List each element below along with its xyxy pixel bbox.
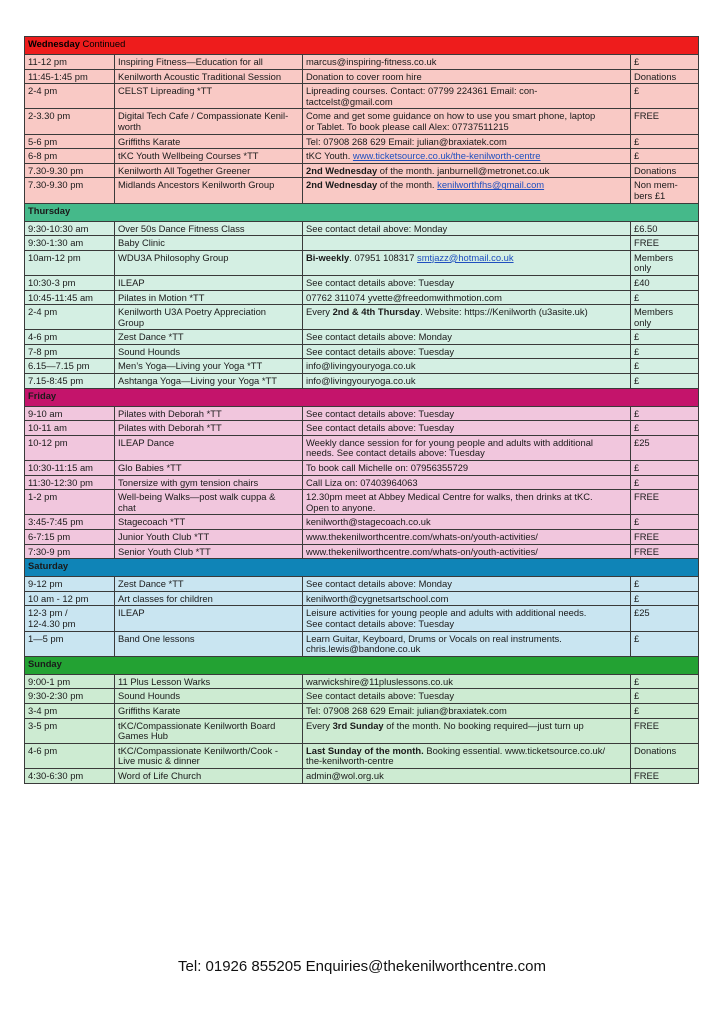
table-row xyxy=(25,421,699,436)
price-cell: £ xyxy=(631,631,699,656)
event-cell: Griffiths Karate xyxy=(115,134,303,149)
day-header-cell xyxy=(25,203,699,221)
table-row xyxy=(25,236,699,251)
contact-text: marcus@inspiring-fitness.co.uk xyxy=(306,56,437,67)
contact-emphasis: 2nd & 4th Thursday xyxy=(332,306,421,318)
contact-cell xyxy=(303,718,631,743)
table-row xyxy=(25,768,699,783)
time-cell: 10am-12 pm xyxy=(25,250,115,275)
contact-cell xyxy=(303,290,631,305)
contact-text: Weekly dance session for for young people and adults with additional needs. See contact details above: Tuesday xyxy=(306,436,593,459)
time-cell: 2-4 pm xyxy=(25,84,115,109)
time-cell: 9:30-10:30 am xyxy=(25,221,115,236)
table-row xyxy=(25,544,699,559)
price-cell: Members only xyxy=(631,250,699,275)
contact-cell xyxy=(303,768,631,783)
time-cell: 7.30-9.30 pm xyxy=(25,178,115,203)
footer-contact: Tel: 01926 855205 Enquiries@thekenilworthcentre.com xyxy=(178,958,546,975)
time-cell: 9:30-2:30 pm xyxy=(25,689,115,704)
contact-cell xyxy=(303,236,631,251)
contact-text: See contact details above: Tuesday xyxy=(306,407,455,419)
time-cell: 9-12 pm xyxy=(25,577,115,592)
day-header-cell xyxy=(25,656,699,674)
event-cell: Zest Dance *TT xyxy=(115,330,303,345)
event-cell: Band One lessons xyxy=(115,631,303,656)
contact-link[interactable]: kenilworthfhs@gmail.com xyxy=(437,179,545,191)
event-cell: Kenilworth All Together Greener xyxy=(115,163,303,178)
contact-text: See contact details above: Tuesday xyxy=(306,276,455,288)
time-cell: 11:45-1:45 pm xyxy=(25,69,115,84)
contact-cell xyxy=(303,406,631,421)
event-cell: Well-being Walks—post walk cuppa & chat xyxy=(115,490,303,515)
contact-text: Tel: 07908 268 629 Email: julian@braxiatek.com xyxy=(306,135,507,147)
table-row xyxy=(25,406,699,421)
contact-cell xyxy=(303,250,631,275)
event-cell: CELST Lipreading *TT xyxy=(115,84,303,109)
price-cell: Non mem- bers £1 xyxy=(631,178,699,203)
time-cell: 5-6 pm xyxy=(25,134,115,149)
price-cell: £40 xyxy=(631,275,699,290)
contact-cell xyxy=(303,275,631,290)
time-cell: 10-12 pm xyxy=(25,435,115,460)
event-cell: Over 50s Dance Fitness Class xyxy=(115,221,303,236)
contact-cell xyxy=(303,330,631,345)
contact-text: . Website: https://Kenilworth (u3asite.uk) xyxy=(420,306,588,318)
contact-text: info@livingyouryoga.co.uk xyxy=(306,360,416,372)
contact-cell xyxy=(303,435,631,460)
price-cell: £25 xyxy=(631,606,699,631)
price-cell: Members only xyxy=(631,305,699,330)
table-row xyxy=(25,718,699,743)
time-cell: 6-7:15 pm xyxy=(25,530,115,545)
price-cell: £ xyxy=(631,674,699,689)
schedule-table xyxy=(24,36,699,784)
event-cell: Zest Dance *TT xyxy=(115,577,303,592)
time-cell: 6.15—7.15 pm xyxy=(25,359,115,374)
contact-cell xyxy=(303,606,631,631)
day-header-friday xyxy=(25,388,699,406)
contact-cell xyxy=(303,743,631,768)
event-cell: Junior Youth Club *TT xyxy=(115,530,303,545)
time-cell: 10 am - 12 pm xyxy=(25,591,115,606)
day-header-sunday xyxy=(25,656,699,674)
contact-text: 07762 311074 yvette@freedomwithmotion.com xyxy=(306,291,502,303)
contact-cell xyxy=(303,163,631,178)
time-cell: 9:30-1:30 am xyxy=(25,236,115,251)
event-cell: WDU3A Philosophy Group xyxy=(115,250,303,275)
day-name: Saturday xyxy=(28,560,69,572)
contact-text: Come and get some guidance on how to use you smart phone, laptop or Tablet. To book please call Alex: 07737511215 xyxy=(306,110,596,132)
event-cell: Kenilworth U3A Poetry Appreciation Group xyxy=(115,305,303,330)
price-cell: £ xyxy=(631,591,699,606)
contact-cell xyxy=(303,359,631,374)
table-row xyxy=(25,461,699,476)
table-row xyxy=(25,330,699,345)
contact-text: warwickshire@11pluslessons.co.uk xyxy=(306,675,453,687)
table-row xyxy=(25,606,699,631)
price-cell: £ xyxy=(631,689,699,704)
price-cell: £ xyxy=(631,290,699,305)
table-row xyxy=(25,674,699,689)
contact-text: See contact details above: Monday xyxy=(306,578,452,590)
contact-cell xyxy=(303,475,631,490)
table-row xyxy=(25,163,699,178)
table-row xyxy=(25,359,699,374)
price-cell: FREE xyxy=(631,490,699,515)
time-cell: 1-2 pm xyxy=(25,490,115,515)
table-row xyxy=(25,530,699,545)
table-row xyxy=(25,631,699,656)
time-cell: 2-3.30 pm xyxy=(25,109,115,134)
contact-cell xyxy=(303,344,631,359)
contact-cell xyxy=(303,374,631,389)
contact-cell xyxy=(303,689,631,704)
contact-cell xyxy=(303,591,631,606)
price-cell: £6.50 xyxy=(631,221,699,236)
table-row xyxy=(25,374,699,389)
time-cell: 2-4 pm xyxy=(25,305,115,330)
contact-pre: Every xyxy=(306,306,333,318)
table-row xyxy=(25,435,699,460)
contact-text: To book call Michelle on: 07956355729 xyxy=(306,462,469,474)
price-cell: £ xyxy=(631,330,699,345)
time-cell: 10:30-3 pm xyxy=(25,275,115,290)
price-cell: £ xyxy=(631,461,699,476)
contact-text: kenilworth@cygnetsartschool.com xyxy=(306,592,449,604)
contact-text: See contact details above: Tuesday xyxy=(306,422,455,434)
contact-cell xyxy=(303,305,631,330)
price-cell: £ xyxy=(631,134,699,149)
table-row xyxy=(25,275,699,290)
contact-text: See contact detail above: Monday xyxy=(306,222,448,234)
contact-prefix: tKC Youth. xyxy=(306,150,353,162)
event-cell: Stagecoach *TT xyxy=(115,515,303,530)
event-cell: Inspiring Fitness—Education for all xyxy=(115,55,303,70)
price-cell: FREE xyxy=(631,530,699,545)
price-cell: £ xyxy=(631,577,699,592)
schedule-body xyxy=(25,37,699,784)
table-row xyxy=(25,689,699,704)
event-cell: Ashtanga Yoga—Living your Yoga *TT xyxy=(115,374,303,389)
table-row xyxy=(25,109,699,134)
day-name: Wednesday xyxy=(28,38,80,49)
contact-text: Donation to cover room hire xyxy=(306,70,422,82)
day-name: Sunday xyxy=(28,657,62,669)
price-cell: £ xyxy=(631,359,699,374)
time-cell: 3:45-7:45 pm xyxy=(25,515,115,530)
table-row xyxy=(25,55,699,70)
event-cell: Pilates with Deborah *TT xyxy=(115,421,303,436)
day-name: Thursday xyxy=(28,204,71,216)
contact-emphasis: 2nd Wednesday xyxy=(306,179,378,191)
contact-cell xyxy=(303,515,631,530)
table-row xyxy=(25,134,699,149)
contact-cell xyxy=(303,134,631,149)
table-row xyxy=(25,475,699,490)
time-cell: 6-8 pm xyxy=(25,149,115,164)
day-header-cell xyxy=(25,388,699,406)
contact-pre: Every xyxy=(306,719,333,731)
contact-cell xyxy=(303,421,631,436)
table-row xyxy=(25,250,699,275)
contact-link[interactable]: smtjazz@hotmail.co.uk xyxy=(417,251,514,263)
contact-cell xyxy=(303,149,631,164)
contact-text: info@livingyouryoga.co.uk xyxy=(306,375,416,387)
event-cell: tKC/Compassionate Kenilworth Board Games Hub xyxy=(115,718,303,743)
time-cell: 11:30-12:30 pm xyxy=(25,475,115,490)
time-cell: 7:30-9 pm xyxy=(25,544,115,559)
event-cell: Senior Youth Club *TT xyxy=(115,544,303,559)
day-header-cell xyxy=(25,559,699,577)
time-cell: 7.30-9.30 pm xyxy=(25,163,115,178)
day-suffix: Continued xyxy=(79,38,126,49)
contact-cell xyxy=(303,544,631,559)
price-cell: FREE xyxy=(631,544,699,559)
event-cell: 11 Plus Lesson Warks xyxy=(115,674,303,689)
price-cell: £ xyxy=(631,515,699,530)
contact-emphasis: Bi-weekly xyxy=(306,251,350,263)
day-header-wednesday xyxy=(25,37,699,55)
day-header-saturday xyxy=(25,559,699,577)
time-cell: 11-12 pm xyxy=(25,55,115,70)
contact-text: of the month. janburnell@metronet.co.uk xyxy=(377,164,550,176)
time-cell: 9:00-1 pm xyxy=(25,674,115,689)
event-cell: Pilates in Motion *TT xyxy=(115,290,303,305)
contact-text: Booking essential. www.ticketsource.co.uk/ the-kenilworth-centre xyxy=(306,744,606,767)
event-cell: Griffiths Karate xyxy=(115,703,303,718)
contact-text: . 07951 108317 xyxy=(349,251,418,263)
price-cell: FREE xyxy=(631,109,699,134)
table-row xyxy=(25,577,699,592)
time-cell: 9-10 am xyxy=(25,406,115,421)
price-cell: FREE xyxy=(631,236,699,251)
table-row xyxy=(25,69,699,84)
contact-cell xyxy=(303,577,631,592)
event-cell: Men’s Yoga—Living your Yoga *TT xyxy=(115,359,303,374)
event-cell: Glo Babies *TT xyxy=(115,461,303,476)
contact-text: See contact details above: Monday xyxy=(306,331,452,343)
contact-text: Tel: 07908 268 629 Email: julian@braxiatek.com xyxy=(306,704,507,716)
time-cell: 1—5 pm xyxy=(25,631,115,656)
contact-cell xyxy=(303,109,631,134)
contact-cell xyxy=(303,490,631,515)
price-cell: £ xyxy=(631,703,699,718)
day-header-thursday xyxy=(25,203,699,221)
time-cell: 10:30-11:15 am xyxy=(25,461,115,476)
table-row xyxy=(25,178,699,203)
contact-cell xyxy=(303,84,631,109)
event-cell: Word of Life Church xyxy=(115,768,303,783)
contact-emphasis: Last Sunday of the month. xyxy=(306,744,424,756)
event-cell: Digital Tech Cafe / Compassionate Kenil- worth xyxy=(115,109,303,134)
price-cell: FREE xyxy=(631,718,699,743)
event-cell: Art classes for children xyxy=(115,591,303,606)
time-cell: 12-3 pm / 12-4.30 pm xyxy=(25,606,115,631)
price-cell: £ xyxy=(631,406,699,421)
event-cell: Pilates with Deborah *TT xyxy=(115,406,303,421)
time-cell: 10-11 am xyxy=(25,421,115,436)
contact-link[interactable]: www.ticketsource.co.uk/the-kenilworth-centre xyxy=(352,150,541,162)
table-row xyxy=(25,221,699,236)
contact-text: See contact details above: Tuesday xyxy=(306,345,455,357)
table-row xyxy=(25,305,699,330)
table-row xyxy=(25,84,699,109)
time-cell: 7-8 pm xyxy=(25,344,115,359)
price-cell: £25 xyxy=(631,435,699,460)
time-cell: 3-4 pm xyxy=(25,703,115,718)
contact-cell xyxy=(303,69,631,84)
table-row xyxy=(25,515,699,530)
event-cell: ILEAP Dance xyxy=(115,435,303,460)
table-row xyxy=(25,591,699,606)
contact-emphasis: 2nd Wednesday xyxy=(306,164,378,176)
price-cell: £ xyxy=(631,149,699,164)
contact-cell xyxy=(303,703,631,718)
time-cell: 4:30-6:30 pm xyxy=(25,768,115,783)
contact-text: of the month. xyxy=(377,179,438,191)
table-row xyxy=(25,149,699,164)
contact-cell xyxy=(303,178,631,203)
contact-emphasis: 3rd Sunday xyxy=(332,719,384,731)
time-cell: 7.15-8:45 pm xyxy=(25,374,115,389)
price-cell: Donations xyxy=(631,743,699,768)
contact-text: Call Liza on: 07403964063 xyxy=(306,476,418,488)
event-cell: Sound Hounds xyxy=(115,689,303,704)
event-cell: Midlands Ancestors Kenilworth Group xyxy=(115,178,303,203)
contact-cell xyxy=(303,221,631,236)
contact-cell xyxy=(303,461,631,476)
event-cell: tKC/Compassionate Kenilworth/Cook - Live music & dinner xyxy=(115,743,303,768)
table-row xyxy=(25,703,699,718)
price-cell: £ xyxy=(631,421,699,436)
price-cell: £ xyxy=(631,344,699,359)
event-cell: tKC Youth Wellbeing Courses *TT xyxy=(115,149,303,164)
table-row xyxy=(25,490,699,515)
event-cell: ILEAP xyxy=(115,275,303,290)
contact-cell xyxy=(303,530,631,545)
price-cell: Donations xyxy=(631,69,699,84)
price-cell: £ xyxy=(631,55,699,70)
event-cell: ILEAP xyxy=(115,606,303,631)
contact-cell xyxy=(303,631,631,656)
contact-text: Lipreading courses. Contact: 07799 224361 Email: con- tactcelst@gmail.com xyxy=(306,85,538,107)
contact-text: www.thekenilworthcentre.com/whats-on/youth-activities/ xyxy=(306,545,538,557)
event-cell: Tonersize with gym tension chairs xyxy=(115,475,303,490)
day-header-cell xyxy=(25,37,699,55)
price-cell: £ xyxy=(631,374,699,389)
table-row xyxy=(25,743,699,768)
event-cell: Baby Clinic xyxy=(115,236,303,251)
contact-text: Learn Guitar, Keyboard, Drums or Vocals on real instruments. chris.lewis@bandone.co.uk xyxy=(306,632,562,655)
contact-text: admin@wol.org.uk xyxy=(306,769,384,781)
event-cell: Kenilworth Acoustic Traditional Session xyxy=(115,69,303,84)
time-cell: 4-6 pm xyxy=(25,330,115,345)
event-cell: Sound Hounds xyxy=(115,344,303,359)
contact-text: Leisure activities for young people and adults with additional needs. See contact details above: Tuesday xyxy=(306,607,587,629)
contact-text: See contact details above: Tuesday xyxy=(306,690,455,702)
contact-text: kenilworth@stagecoach.co.uk xyxy=(306,516,431,528)
price-cell: £ xyxy=(631,84,699,109)
price-cell: Donations xyxy=(631,163,699,178)
contact-text: 12.30pm meet at Abbey Medical Centre for walks, then drinks at tKC. Open to anyone. xyxy=(306,491,593,513)
contact-text: of the month. No booking required—just turn up xyxy=(383,719,584,731)
time-cell: 10:45-11:45 am xyxy=(25,290,115,305)
time-cell: 3-5 pm xyxy=(25,718,115,743)
contact-text: www.thekenilworthcentre.com/whats-on/youth-activities/ xyxy=(306,531,538,542)
price-cell: £ xyxy=(631,475,699,490)
table-row xyxy=(25,344,699,359)
contact-cell xyxy=(303,55,631,70)
day-name: Friday xyxy=(28,389,57,401)
price-cell: FREE xyxy=(631,768,699,783)
time-cell: 4-6 pm xyxy=(25,743,115,768)
contact-cell xyxy=(303,674,631,689)
table-row xyxy=(25,290,699,305)
